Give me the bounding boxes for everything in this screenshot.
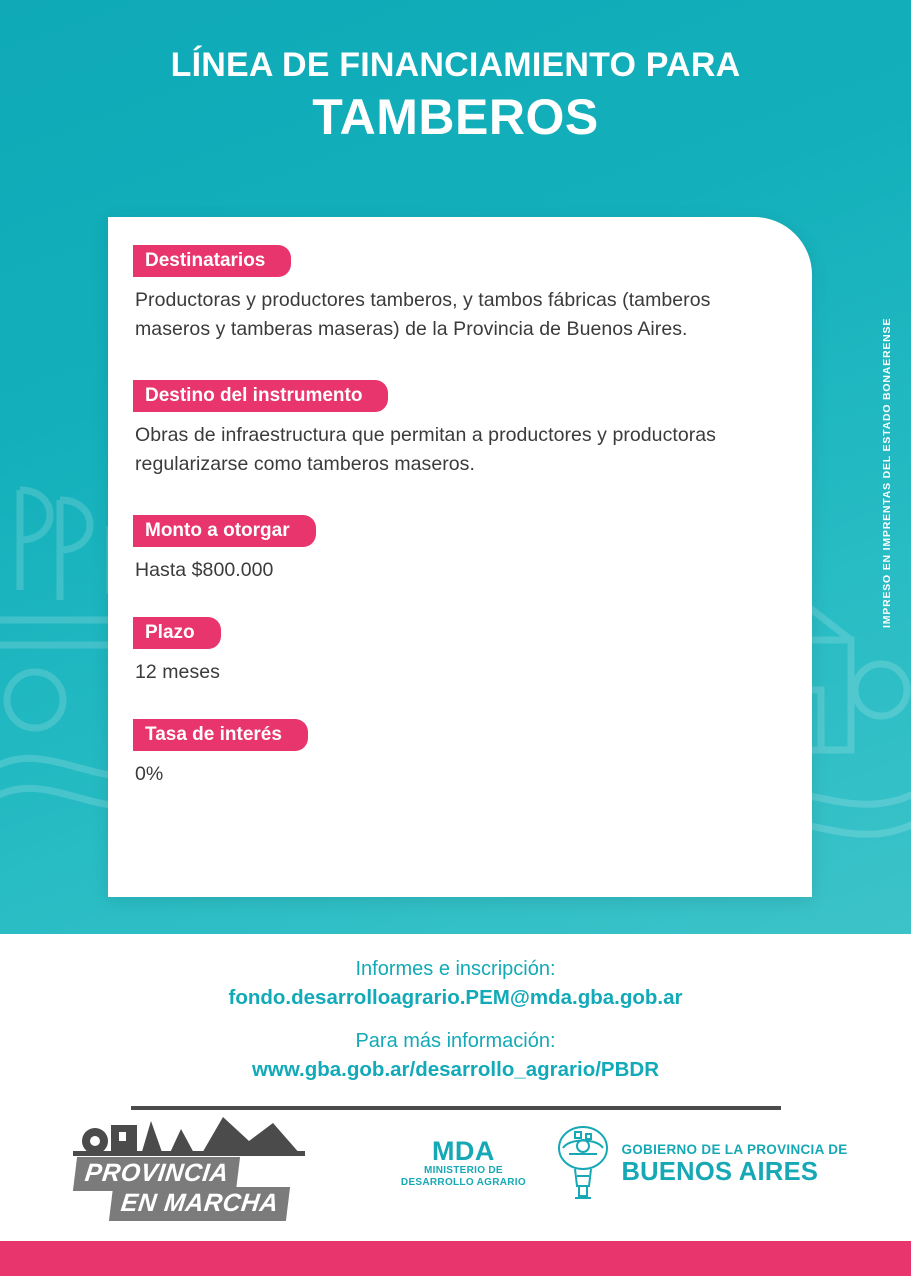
en-marcha-word: EN MARCHA (109, 1187, 290, 1221)
mda-subtitle-2: DESARROLLO AGRARIO (400, 1177, 526, 1188)
buenos-aires-crest-icon (555, 1124, 611, 1202)
gba-line-1: GOBIERNO DE LA PROVINCIA DE (621, 1141, 848, 1157)
section-text-tasa: 0% (135, 763, 164, 785)
logo-row (0, 1108, 911, 1218)
section-text-destinatarios: Productoras y productores tamberos, y tambos fábricas (tamberos maseros y tamberas maseras) de la Provincia de Buenos Aires. (135, 289, 711, 340)
logo-gobierno-buenos-aires (555, 1124, 847, 1202)
section-destino-instrumento (133, 380, 778, 479)
section-tag-destinatarios: Destinatarios (133, 245, 291, 277)
section-tasa (133, 719, 778, 789)
informes-label: Informes e inscripción: (355, 958, 556, 980)
header-line-1: LÍNEA DE FINANCIAMIENTO PARA (170, 46, 741, 84)
header-line-2: TAMBEROS (312, 89, 599, 145)
website-link[interactable]: www.gba.gob.ar/desarrollo_agrario/PBDR (251, 1058, 660, 1081)
content-card (108, 217, 812, 897)
section-tag-monto: Monto a otorgar (133, 515, 316, 547)
provincia-en-marcha-mark-icon (73, 1115, 305, 1157)
section-text-destino-instrumento: Obras de infraestructura que permitan a productores y productoras regularizarse como tamberos maseros. (135, 424, 716, 475)
section-tag-tasa: Tasa de interés (133, 719, 308, 751)
poster-header (0, 42, 911, 146)
logo-mda (393, 1137, 533, 1189)
section-text-monto: Hasta $800.000 (135, 559, 274, 581)
section-tag-destino-instrumento: Destino del instrumento (133, 380, 388, 412)
contact-email-link[interactable]: fondo.desarrolloagrario.PEM@mda.gba.gob.ar (228, 986, 683, 1009)
imprint-side-text: IMPRESO EN IMPRENTAS DEL ESTADO BONAERENSE (881, 317, 893, 628)
spacer-4 (133, 693, 778, 719)
section-plazo (133, 617, 778, 687)
section-tag-plazo: Plazo (133, 617, 221, 649)
spacer-1 (133, 350, 778, 380)
mda-title: MDA (431, 1136, 495, 1166)
bottom-pink-bar (0, 1241, 911, 1276)
section-monto (133, 515, 778, 585)
section-text-plazo: 12 meses (135, 661, 220, 683)
logo-provincia-en-marcha (73, 1113, 313, 1217)
mda-subtitle-1: MINISTERIO DE (423, 1165, 503, 1176)
section-destinatarios (133, 245, 778, 344)
gba-line-2: BUENOS AIRES (621, 1157, 819, 1186)
provincia-word: PROVINCIA (73, 1157, 241, 1191)
spacer-3 (133, 591, 778, 617)
mas-info-label: Para más información: (355, 1030, 556, 1052)
spacer-2 (133, 485, 778, 515)
